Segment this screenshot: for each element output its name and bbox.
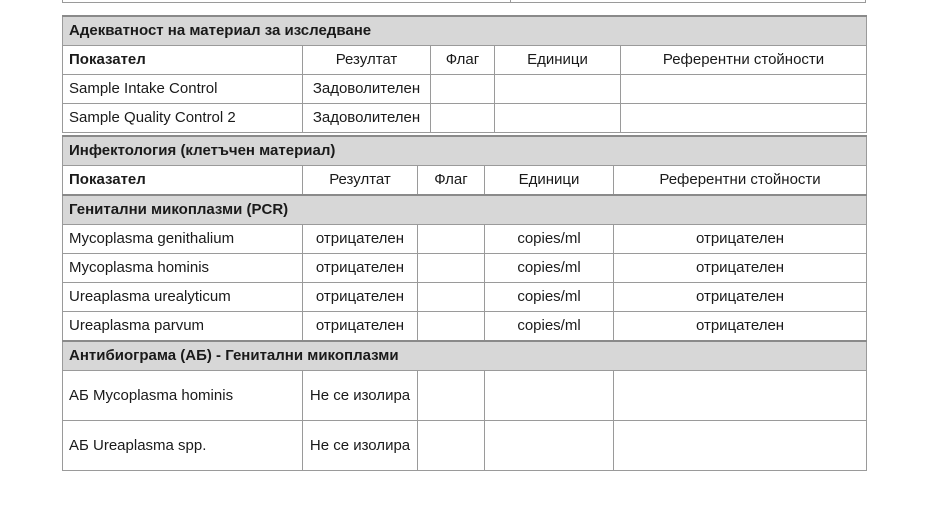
sample-adequacy-table (62, 15, 867, 133)
section-header (63, 16, 867, 46)
result-value: отрицателен (303, 254, 418, 283)
col-units: Единици (485, 166, 614, 196)
reference-value: отрицателен (614, 254, 867, 283)
table-row (63, 225, 867, 254)
col-result: Резултат (303, 46, 431, 75)
column-headers (63, 166, 867, 196)
units-value (495, 75, 621, 104)
subsection-title: Антибиограма (АБ) - Генитални микоплазми (63, 341, 867, 371)
col-flag: Флаг (431, 46, 495, 75)
col-indicator: Показател (63, 166, 303, 196)
units-value: copies/ml (485, 225, 614, 254)
flag-value (418, 283, 485, 312)
section-header (63, 136, 867, 166)
units-value (485, 421, 614, 471)
col-reference: Референтни стойности (621, 46, 867, 75)
result-value: отрицателен (303, 225, 418, 254)
section-title: Адекватност на материал за изследване (63, 16, 867, 46)
flag-value (418, 312, 485, 342)
subsection-header (63, 195, 867, 225)
flag-value (418, 225, 485, 254)
col-units: Единици (495, 46, 621, 75)
flag-value (418, 421, 485, 471)
indicator-name: Mycoplasma hominis (63, 254, 303, 283)
result-value: отрицателен (303, 283, 418, 312)
reference-value (614, 421, 867, 471)
indicator-name: Ureaplasma parvum (63, 312, 303, 342)
flag-value (418, 254, 485, 283)
subsection-title: Генитални микоплазми (PCR) (63, 195, 867, 225)
table-row (63, 254, 867, 283)
result-value: отрицателен (303, 312, 418, 342)
previous-table-edge (62, 0, 866, 3)
table-row (63, 421, 867, 471)
units-value: copies/ml (485, 254, 614, 283)
col-indicator: Показател (63, 46, 303, 75)
table-row (63, 371, 867, 421)
result-value: Не се изолира (303, 371, 418, 421)
indicator-name: Mycoplasma genithalium (63, 225, 303, 254)
indicator-name: АБ Ureaplasma spp. (63, 421, 303, 471)
units-value: copies/ml (485, 312, 614, 342)
indicator-name: АБ Mycoplasma hominis (63, 371, 303, 421)
indicator-name: Ureaplasma urealyticum (63, 283, 303, 312)
reference-value (621, 104, 867, 133)
result-value: Не се изолира (303, 421, 418, 471)
reference-value: отрицателен (614, 225, 867, 254)
col-reference: Референтни стойности (614, 166, 867, 196)
units-value: copies/ml (485, 283, 614, 312)
col-result: Резултат (303, 166, 418, 196)
column-headers (63, 46, 867, 75)
flag-value (418, 371, 485, 421)
indicator-name: Sample Intake Control (63, 75, 303, 104)
reference-value: отрицателен (614, 283, 867, 312)
infectology-table (62, 135, 867, 471)
flag-value (431, 75, 495, 104)
table-row (63, 104, 867, 133)
col-flag: Флаг (418, 166, 485, 196)
reference-value (621, 75, 867, 104)
table-row (63, 312, 867, 342)
section-title: Инфектология (клетъчен материал) (63, 136, 867, 166)
result-value: Задоволителен (303, 75, 431, 104)
reference-value (614, 371, 867, 421)
table-row (63, 283, 867, 312)
table-row (63, 75, 867, 104)
indicator-name: Sample Quality Control 2 (63, 104, 303, 133)
units-value (495, 104, 621, 133)
reference-value: отрицателен (614, 312, 867, 342)
flag-value (431, 104, 495, 133)
units-value (485, 371, 614, 421)
result-value: Задоволителен (303, 104, 431, 133)
subsection-header (63, 341, 867, 371)
